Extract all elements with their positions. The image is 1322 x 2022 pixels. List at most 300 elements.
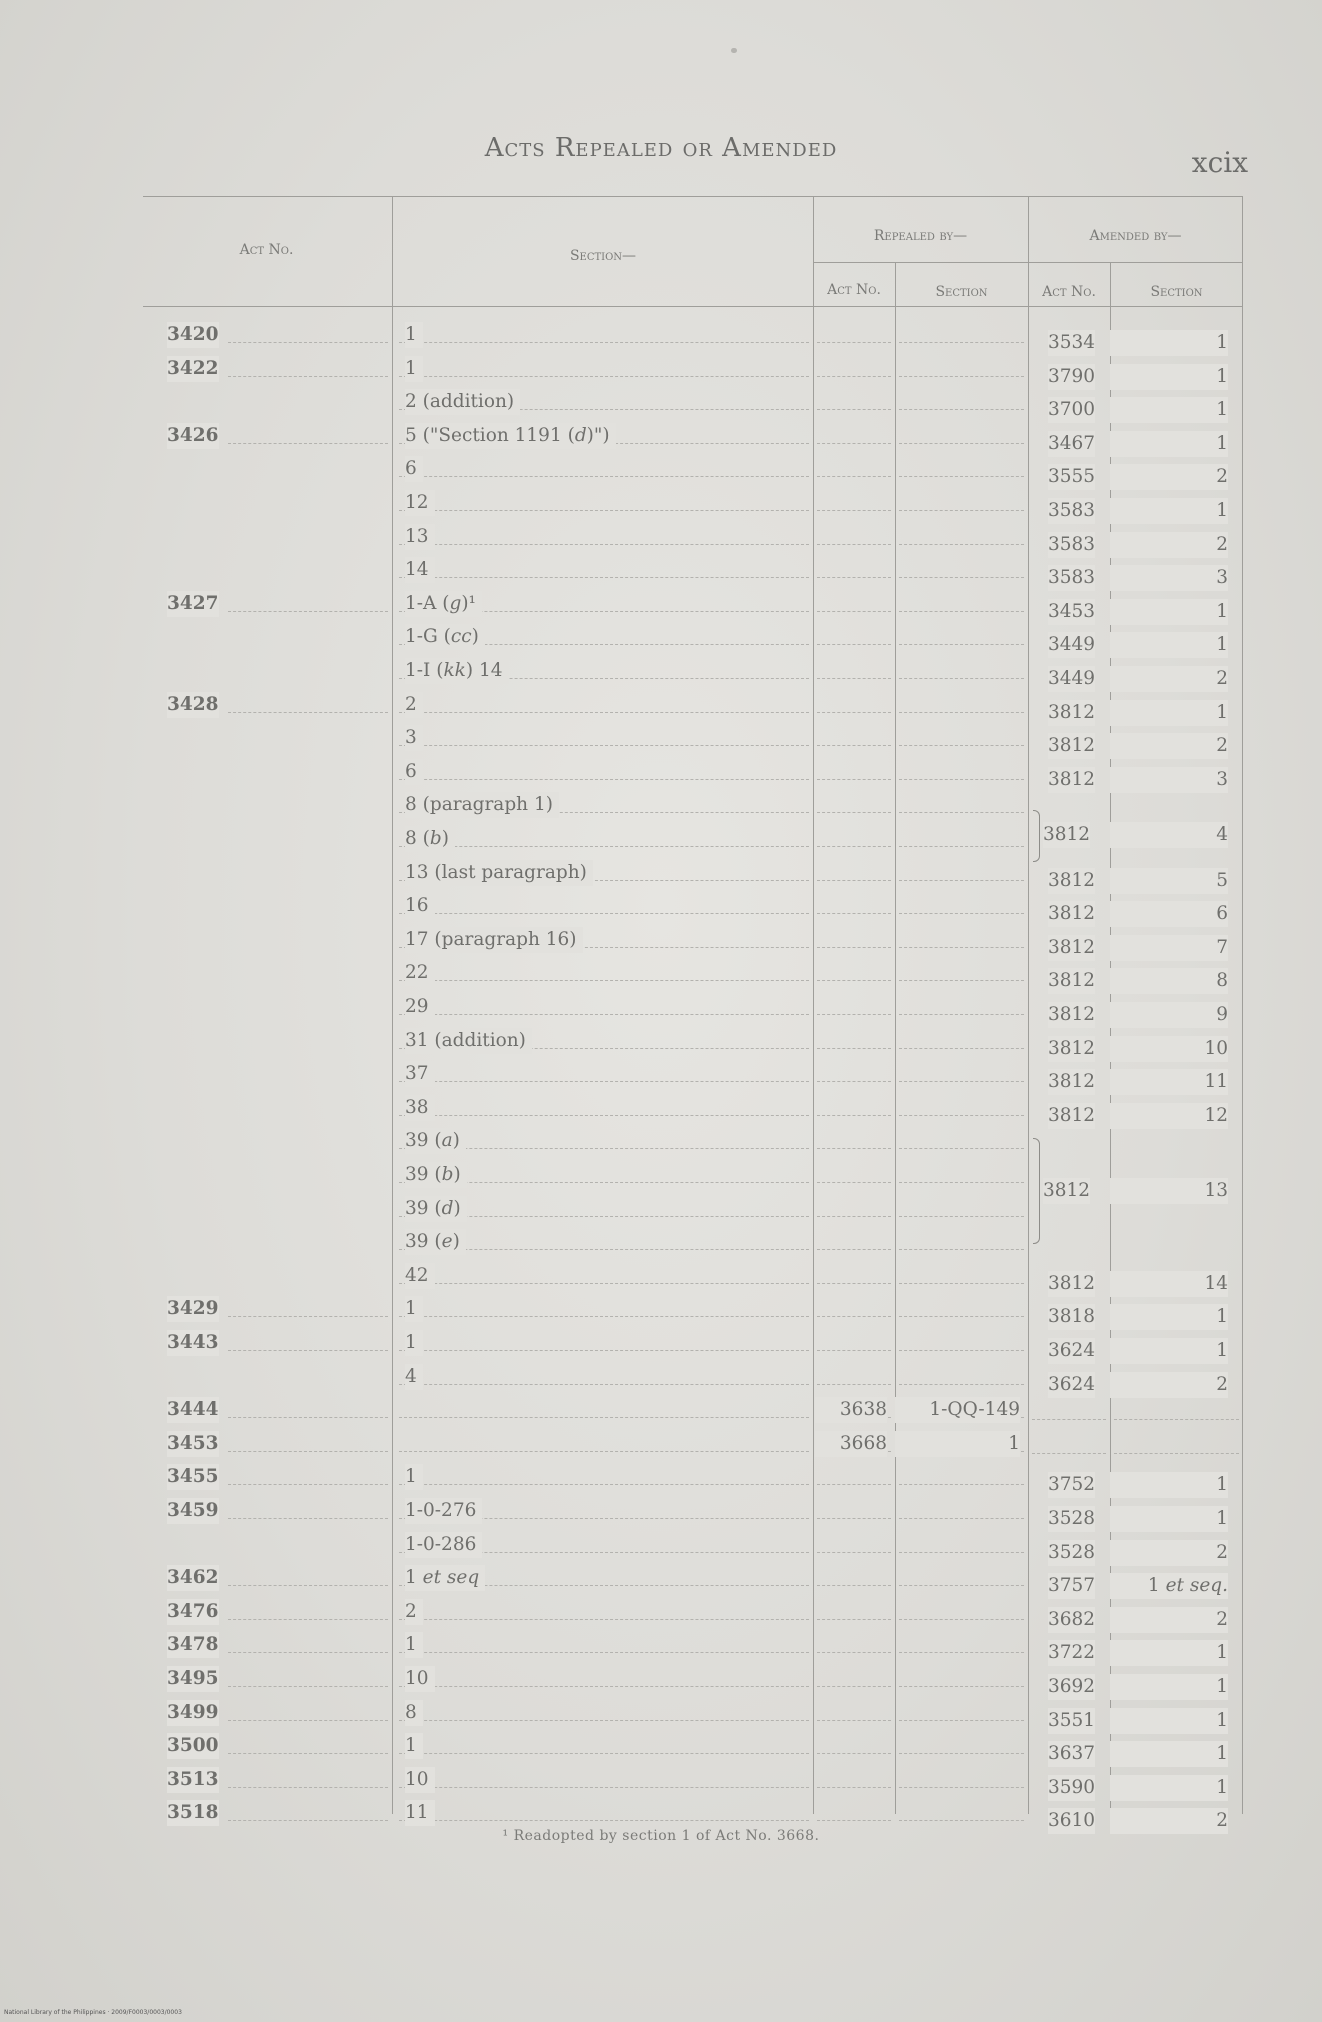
amending-act: 3722 [1048,1640,1095,1666]
dot-leader [817,1820,891,1821]
section-ref: 1 [405,1330,423,1356]
dot-leader [399,544,809,545]
dot-leader [899,577,1024,578]
amending-section: 5 [1110,868,1228,894]
section-ref: 17 (paragraph 16) [405,927,583,953]
grouped-amending-act: 3812 [1043,822,1090,848]
dot-leader [817,510,891,511]
dot-leader [899,846,1024,847]
amending-act: 3692 [1048,1674,1095,1700]
section-ref: 38 [405,1095,435,1121]
amending-section: 9 [1110,1002,1228,1028]
act-number: 3420 [167,322,219,348]
section-ref: 1 et seq [405,1565,485,1591]
dot-leader [817,1484,891,1485]
dot-leader [399,1283,809,1284]
page-number: xcix [1191,146,1248,179]
amending-section: 10 [1110,1036,1228,1062]
dot-leader [399,1350,809,1351]
amending-act: 3790 [1048,364,1095,390]
dot-leader [399,1417,809,1418]
amending-section: 1 [1110,364,1228,390]
amending-act: 3818 [1048,1304,1095,1330]
section-ref: 37 [405,1061,435,1087]
act-number: 3478 [167,1632,219,1658]
dot-leader [817,712,891,713]
dot-leader [817,1350,891,1351]
dot-leader [817,1619,891,1620]
dot-leader [817,476,891,477]
section-ref: 4 [405,1364,423,1390]
dot-leader [399,577,809,578]
act-number: 3428 [167,692,219,718]
dot-leader [817,846,891,847]
dot-leader [899,1148,1024,1149]
amending-section: 1 [1110,397,1228,423]
dot-leader [899,476,1024,477]
header-repealed-act-no: Act No. [827,282,881,298]
section-ref: 11 [405,1800,435,1826]
dot-leader [899,745,1024,746]
dot-leader [1032,1419,1106,1420]
amending-section: 2 [1110,666,1228,692]
col-rule-4 [1028,196,1029,1814]
dot-leader [817,980,891,981]
amending-act: 3610 [1048,1808,1095,1834]
dot-leader [817,678,891,679]
amending-act: 3757 [1048,1573,1095,1599]
dot-leader [817,1014,891,1015]
dot-leader [899,1585,1024,1586]
amending-section: 3 [1110,565,1228,591]
amending-section: 7 [1110,935,1228,961]
act-number: 3518 [167,1800,219,1826]
dot-leader [899,1552,1024,1553]
section-ref: 39 (b) [405,1162,467,1188]
amending-act: 3528 [1048,1506,1095,1532]
amending-act: 3583 [1048,498,1095,524]
dot-leader [899,1619,1024,1620]
dot-leader [899,1350,1024,1351]
header-amended-section: Section [1150,284,1203,300]
dot-leader [899,1249,1024,1250]
dot-leader [228,712,388,713]
dot-leader [899,678,1024,679]
dot-leader [817,1552,891,1553]
section-ref: 42 [405,1263,435,1289]
amending-act: 3551 [1048,1708,1095,1734]
dot-leader [817,1753,891,1754]
repealing-act: 3638 [815,1397,887,1423]
dot-leader [228,1619,388,1620]
amending-act: 3583 [1048,532,1095,558]
act-number: 3429 [167,1296,219,1322]
dot-leader [899,812,1024,813]
dot-leader [228,1720,388,1721]
dot-leader [817,745,891,746]
dot-leader [399,1115,809,1116]
act-number: 3500 [167,1733,219,1759]
dot-leader [817,1787,891,1788]
dot-leader [817,812,891,813]
dot-leader [899,510,1024,511]
table-top-rule [143,196,1243,197]
grouped-amending-act: 3812 [1043,1178,1090,1204]
dot-leader [399,1014,809,1015]
header-repealed-by: Repealed by— [873,228,968,244]
dot-leader [899,1216,1024,1217]
dot-leader [228,342,388,343]
amending-section: 1 [1110,1640,1228,1666]
dot-leader [817,1249,891,1250]
dot-leader [817,577,891,578]
amending-section: 1 [1110,1741,1228,1767]
dot-leader [817,1316,891,1317]
amending-section: 12 [1110,1103,1228,1129]
repeal-amendment-table [143,196,1243,1831]
act-number: 3426 [167,423,219,449]
header-amended-by: Amended by— [1089,228,1182,244]
act-number: 3459 [167,1498,219,1524]
dot-leader [817,1048,891,1049]
amending-section: 1 [1110,330,1228,356]
dot-leader [817,947,891,948]
dot-leader [228,1484,388,1485]
dot-leader [817,443,891,444]
dot-leader [899,1753,1024,1754]
amending-act: 3812 [1048,1103,1095,1129]
amending-section: 2 [1110,1607,1228,1633]
section-ref: 1-0-276 [405,1498,482,1524]
act-number: 3462 [167,1565,219,1591]
dot-leader [399,1787,809,1788]
section-ref: 10 [405,1767,435,1793]
section-ref: 22 [405,960,435,986]
col-rule-6 [1242,196,1243,1814]
dot-leader [899,1720,1024,1721]
dot-leader [228,1518,388,1519]
dot-leader [899,779,1024,780]
dot-leader [817,913,891,914]
dot-leader [899,1820,1024,1821]
amending-act: 3812 [1048,1036,1095,1062]
amending-act: 3812 [1048,1002,1095,1028]
dot-leader [899,376,1024,377]
dot-leader [399,1720,809,1721]
amending-act: 3812 [1048,733,1095,759]
amending-section: 2 [1110,532,1228,558]
amending-section: 1 [1110,1708,1228,1734]
dot-leader [399,745,809,746]
dot-leader [228,611,388,612]
dot-leader [817,342,891,343]
footnote: ¹ Readopted by section 1 of Act No. 3668. [502,1828,820,1844]
dot-leader [817,1720,891,1721]
running-title: Acts Repealed or Amended [484,133,838,163]
amending-section: 3 [1110,767,1228,793]
section-ref: 1 [405,1296,423,1322]
act-number: 3476 [167,1599,219,1625]
dot-leader [817,1585,891,1586]
section-ref: 14 [405,557,435,583]
section-ref: 39 (a) [405,1128,466,1154]
dot-leader [1032,1453,1106,1454]
amending-act: 3812 [1048,868,1095,894]
section-ref: 2 [405,1599,423,1625]
dot-leader [228,1350,388,1351]
amending-section: 14 [1110,1271,1228,1297]
amending-act: 3752 [1048,1472,1095,1498]
repealing-section: 1 [895,1431,1020,1457]
repealing-act: 3668 [815,1431,887,1457]
dot-leader [399,1753,809,1754]
section-ref: 5 ("Section 1191 (d)") [405,423,616,449]
dot-leader [817,409,891,410]
amending-act: 3583 [1048,565,1095,591]
act-number: 3443 [167,1330,219,1356]
section-ref: 39 (d) [405,1196,467,1222]
amending-act: 3534 [1048,330,1095,356]
amending-section: 1 [1110,632,1228,658]
amending-act: 3449 [1048,632,1095,658]
section-ref: 8 (paragraph 1) [405,792,559,818]
dot-leader [399,980,809,981]
section-ref: 1-A (g)¹ [405,591,482,617]
dot-leader [399,1484,809,1485]
dot-leader [399,342,809,343]
amending-act: 3624 [1048,1338,1095,1364]
section-ref: 6 [405,456,423,482]
dot-leader [399,1619,809,1620]
dot-leader [899,712,1024,713]
dot-leader [399,1384,809,1385]
amending-act: 3812 [1048,767,1095,793]
amending-act: 3449 [1048,666,1095,692]
section-ref: 8 (b) [405,826,455,852]
amending-section: 11 [1110,1069,1228,1095]
amending-act: 3590 [1048,1775,1095,1801]
dot-leader [228,1451,388,1452]
section-ref: 13 (last paragraph) [405,860,593,886]
dot-leader [817,1686,891,1687]
amending-act: 3812 [1048,1271,1095,1297]
section-ref: 1 [405,322,423,348]
dot-leader [399,1081,809,1082]
dot-leader [817,1216,891,1217]
section-ref: 12 [405,490,435,516]
dot-leader [399,913,809,914]
header-act-no: Act No. [239,242,294,258]
amending-section: 2 [1110,464,1228,490]
dot-leader [228,1753,388,1754]
amending-act: 3453 [1048,599,1095,625]
dot-leader [228,1686,388,1687]
section-ref: 16 [405,893,435,919]
act-number: 3455 [167,1464,219,1490]
amending-act: 3812 [1048,700,1095,726]
dot-leader [817,376,891,377]
section-ref: 39 (e) [405,1229,466,1255]
amending-section: 1 [1110,700,1228,726]
dot-leader [899,409,1024,410]
amending-section: 1 [1110,1506,1228,1532]
dot-leader [899,1787,1024,1788]
amending-section: 8 [1110,968,1228,994]
brace-group-b [1033,1138,1040,1244]
brace-group-a [1033,810,1040,862]
dot-leader [899,644,1024,645]
dot-leader [399,376,809,377]
dot-leader [899,342,1024,343]
section-ref: 1-G (cc) [405,624,485,650]
amending-section: 2 [1110,1372,1228,1398]
dot-leader [1114,1453,1239,1454]
act-number: 3495 [167,1666,219,1692]
grouped-amending-section: 4 [1110,822,1228,848]
amending-act: 3812 [1048,935,1095,961]
section-ref: 1-0-286 [405,1532,482,1558]
dot-leader [399,1820,809,1821]
section-ref: 2 (addition) [405,389,520,415]
amending-section: 2 [1110,733,1228,759]
amending-act: 3624 [1048,1372,1095,1398]
dot-leader [399,1451,809,1452]
amending-act: 3812 [1048,968,1095,994]
col-rule-2 [813,196,814,1814]
dot-leader [817,1182,891,1183]
section-ref: 10 [405,1666,435,1692]
dot-leader [817,1081,891,1082]
grouped-amending-section: 13 [1110,1178,1228,1204]
dot-leader [899,1081,1024,1082]
dot-leader [899,1686,1024,1687]
dot-leader [1114,1419,1239,1420]
dot-leader [899,1484,1024,1485]
act-number: 3422 [167,356,219,382]
act-number: 3513 [167,1767,219,1793]
section-ref: 1 [405,1632,423,1658]
dot-leader [399,712,809,713]
header-amended-act-no: Act No. [1042,284,1096,300]
amending-act: 3555 [1048,464,1095,490]
dot-leader [899,1316,1024,1317]
col-rule-1 [392,196,393,1814]
dot-leader [817,779,891,780]
dot-leader [899,544,1024,545]
dot-leader [817,611,891,612]
act-number: 3444 [167,1397,219,1423]
dot-leader [899,1283,1024,1284]
repealing-section: 1-QQ-149 [895,1397,1020,1423]
dot-leader [399,779,809,780]
dot-leader [899,1652,1024,1653]
section-ref: 31 (addition) [405,1028,532,1054]
scanner-tag: National Library of the Philippines · 2009/F0003/0003/0003 [4,2009,182,2016]
amending-act: 3812 [1048,901,1095,927]
act-number: 3499 [167,1700,219,1726]
amending-act: 3700 [1048,397,1095,423]
dot-leader [228,443,388,444]
header-repealed-section: Section [935,284,988,300]
amending-act: 3812 [1048,1069,1095,1095]
header-section: Section— [569,248,637,264]
amending-section: 2 [1110,1808,1228,1834]
amending-section: 2 [1110,1540,1228,1566]
section-ref: 2 [405,692,423,718]
dot-leader [899,1182,1024,1183]
dot-leader [399,476,809,477]
dot-leader [228,1316,388,1317]
amending-section: 1 [1110,1304,1228,1330]
dot-leader [817,1518,891,1519]
amending-act: 3528 [1048,1540,1095,1566]
amending-act: 3682 [1048,1607,1095,1633]
dot-leader [899,1014,1024,1015]
section-ref: 1-I (kk) 14 [405,658,509,684]
dust-speck [731,48,737,53]
dot-leader [899,1518,1024,1519]
dot-leader [899,880,1024,881]
dot-leader [399,1686,809,1687]
section-ref: 29 [405,994,435,1020]
dot-leader [899,443,1024,444]
section-ref: 1 [405,356,423,382]
section-ref: 6 [405,759,423,785]
dot-leader [399,1316,809,1317]
dot-leader [899,980,1024,981]
dot-leader [228,1820,388,1821]
dot-leader [817,1115,891,1116]
dot-leader [817,544,891,545]
dot-leader [899,913,1024,914]
amending-section: 1 [1110,1338,1228,1364]
amending-act: 3467 [1048,431,1095,457]
dot-leader [817,1148,891,1149]
dot-leader [817,880,891,881]
col-rule-3 [895,262,896,1814]
dot-leader [399,1652,809,1653]
dot-leader [899,947,1024,948]
section-ref: 8 [405,1700,423,1726]
act-number: 3453 [167,1431,219,1457]
section-ref: 1 [405,1464,423,1490]
section-ref: 13 [405,524,435,550]
amending-section: 1 [1110,1674,1228,1700]
dot-leader [817,1652,891,1653]
dot-leader [399,846,809,847]
header-bottom-rule [143,306,1243,307]
dot-leader [899,611,1024,612]
dot-leader [228,376,388,377]
dot-leader [817,644,891,645]
dot-leader [899,1048,1024,1049]
dot-leader [228,1652,388,1653]
amending-act: 3637 [1048,1741,1095,1767]
amending-section: 1 et seq. [1110,1573,1228,1599]
dot-leader [899,1115,1024,1116]
dot-leader [228,1787,388,1788]
amending-section: 1 [1110,498,1228,524]
section-ref: 3 [405,725,423,751]
section-ref: 1 [405,1733,423,1759]
dot-leader [817,1283,891,1284]
dot-leader [228,1585,388,1586]
amending-section: 6 [1110,901,1228,927]
dot-leader [899,1384,1024,1385]
amending-section: 1 [1110,1472,1228,1498]
amending-section: 1 [1110,599,1228,625]
dot-leader [228,1417,388,1418]
